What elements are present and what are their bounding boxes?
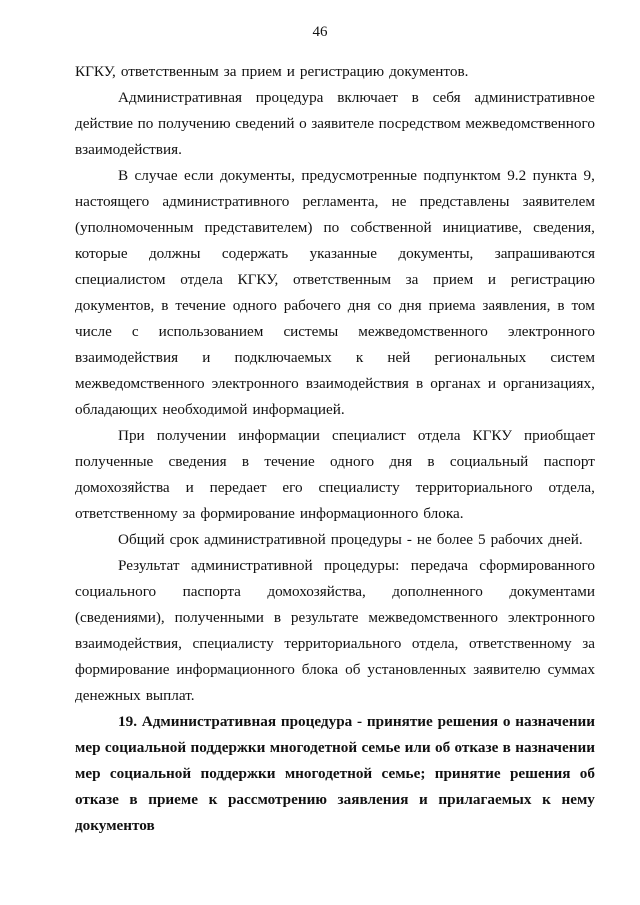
word: прием — [241, 63, 282, 80]
word: получению — [157, 115, 231, 132]
word: отдела, — [548, 479, 595, 496]
word: регистрацию — [299, 63, 385, 80]
word: одного — [329, 453, 375, 470]
word: (сведениями), — [75, 609, 165, 626]
word: решения — [437, 713, 499, 730]
word: и — [487, 375, 497, 392]
word: в — [273, 609, 281, 626]
word: семье; — [381, 765, 426, 782]
word: по — [323, 219, 340, 236]
word: об — [434, 739, 451, 756]
word: многодетной — [269, 739, 358, 756]
word: себя — [432, 89, 461, 106]
word: электронного — [211, 375, 299, 392]
word: документов — [75, 817, 155, 834]
word: социального — [75, 583, 157, 600]
paragraph — [75, 59, 595, 85]
word: приобщает — [524, 427, 595, 444]
word: одного — [232, 297, 277, 314]
word: и — [185, 479, 194, 496]
word: содержать — [221, 245, 289, 262]
word: назначении — [515, 739, 595, 756]
word: отдела, — [411, 635, 459, 652]
word: не — [416, 531, 432, 548]
word: информационного — [299, 505, 419, 522]
text-line — [75, 813, 595, 839]
word: более — [436, 531, 473, 548]
word: о — [299, 115, 307, 132]
word: регистрацию — [510, 271, 595, 288]
word: формирование — [75, 661, 170, 678]
text-line — [75, 605, 595, 631]
text-line — [75, 189, 595, 215]
text-line — [75, 59, 595, 85]
word: настоящего — [75, 193, 150, 210]
word: отдела — [417, 427, 461, 444]
word: процедуры — [330, 531, 402, 548]
page-number: 46 — [312, 24, 328, 40]
word: денежных — [75, 687, 141, 704]
word: назначении — [515, 713, 595, 730]
word: 9.2 — [507, 167, 527, 184]
paragraph — [75, 85, 595, 163]
word: территориального — [284, 635, 402, 652]
word: многодетной — [284, 765, 373, 782]
word: сведения — [168, 453, 227, 470]
word: и — [286, 63, 295, 80]
word: результате — [290, 609, 359, 626]
word: блока — [301, 661, 339, 678]
word: к — [355, 349, 364, 366]
word: выплат. — [145, 687, 195, 704]
word: рабочих — [490, 531, 544, 548]
word: дня — [389, 453, 413, 470]
word: передает — [209, 479, 267, 496]
word: КГКУ, — [237, 271, 279, 288]
word: заявителе — [311, 115, 375, 132]
word: Административная — [118, 89, 242, 106]
word: поддержки — [190, 739, 266, 756]
word: В — [118, 167, 129, 184]
word: заявителем — [522, 193, 595, 210]
word: предусмотренные — [301, 167, 418, 184]
paragraph — [75, 527, 595, 553]
word: прием — [433, 271, 474, 288]
text-line — [75, 241, 595, 267]
word: - — [406, 531, 412, 548]
word: взаимодействия, — [75, 635, 182, 652]
word: посредством — [378, 115, 461, 132]
word: принятие — [434, 765, 501, 782]
word: за — [582, 635, 595, 652]
word: дней. — [548, 531, 583, 548]
word: со — [377, 297, 392, 314]
word: к — [208, 791, 218, 808]
word: обладающих — [75, 401, 158, 418]
word: нему — [561, 791, 595, 808]
word: об — [345, 661, 361, 678]
word: мер — [75, 739, 101, 756]
word: в — [502, 739, 511, 756]
word: числе — [75, 323, 112, 340]
text-line — [75, 267, 595, 293]
text-line — [75, 683, 595, 709]
word: документов, — [75, 297, 155, 314]
text-line — [75, 423, 595, 449]
word: социальной — [104, 739, 187, 756]
word: дополненного — [392, 583, 483, 600]
word: социальной — [109, 765, 192, 782]
word: в — [129, 791, 138, 808]
word: и — [202, 349, 211, 366]
word: КГКУ — [472, 427, 512, 444]
word: том — [571, 297, 595, 314]
word: решения — [509, 765, 571, 782]
word: формирование — [200, 505, 295, 522]
word: информацией. — [252, 401, 345, 418]
word: запрашиваются — [494, 245, 595, 262]
text-line — [75, 553, 595, 579]
word: межведомственного — [75, 375, 205, 392]
word: межведомственного — [358, 323, 488, 340]
word: в — [557, 297, 565, 314]
word: в — [241, 453, 250, 470]
word: прилагаемых — [438, 791, 532, 808]
text-line — [75, 501, 595, 527]
word: 5 — [477, 531, 486, 548]
word: течение — [175, 297, 226, 314]
word: заявления — [337, 791, 409, 808]
word: передача — [410, 557, 468, 574]
word: случае — [134, 167, 178, 184]
word: представлены — [419, 193, 510, 210]
word: об — [579, 765, 595, 782]
text-line — [75, 137, 595, 163]
word: административной — [203, 531, 326, 548]
word: системы — [283, 323, 339, 340]
word: суммах — [547, 661, 595, 678]
word: получении — [156, 427, 227, 444]
word: по — [137, 115, 154, 132]
text-line — [75, 293, 595, 319]
word: течение — [264, 453, 315, 470]
word: рассмотрению — [227, 791, 327, 808]
word: взаимодействия. — [75, 141, 182, 158]
word: в — [415, 375, 424, 392]
word: информационного — [176, 661, 295, 678]
paragraph — [75, 163, 595, 423]
text-line — [75, 163, 595, 189]
word: его — [282, 479, 303, 496]
word: ответственному — [75, 505, 178, 522]
text-line — [75, 319, 595, 345]
text-line — [75, 475, 595, 501]
word: домохозяйства — [75, 479, 170, 496]
word: 9, — [583, 167, 595, 184]
word: должны — [148, 245, 201, 262]
text-line — [75, 371, 595, 397]
word: процедура — [280, 713, 353, 730]
word: паспорта — [182, 583, 241, 600]
word: процедура — [255, 89, 324, 106]
word: документы, — [398, 245, 474, 262]
word: инициативе, — [442, 219, 523, 236]
word: за — [182, 505, 196, 522]
text-line — [75, 345, 595, 371]
word: Административная — [141, 713, 277, 730]
word: сформированного — [479, 557, 595, 574]
document-body — [75, 59, 595, 839]
word: территориального — [415, 479, 533, 496]
text-line — [75, 449, 595, 475]
word: использованием — [158, 323, 264, 340]
word: приема — [428, 297, 476, 314]
word: домохозяйства, — [267, 583, 366, 600]
word: КГКУ, — [75, 63, 116, 80]
word: специалистом — [75, 271, 166, 288]
word: за — [223, 63, 237, 80]
section-heading — [75, 709, 595, 839]
text-line — [75, 111, 595, 137]
word: административного — [162, 193, 290, 210]
text-line — [75, 735, 595, 761]
text-line — [75, 215, 595, 241]
word: Результат — [118, 557, 180, 574]
text-line — [75, 527, 595, 553]
word: 19. — [118, 713, 137, 730]
word: организациях, — [503, 375, 595, 392]
word: отказе — [454, 739, 499, 756]
word: полученными — [174, 609, 264, 626]
word: дня — [398, 297, 422, 314]
word: мер — [75, 765, 101, 782]
word: заявления, — [482, 297, 551, 314]
word: специалисту — [318, 479, 400, 496]
word: Общий — [118, 531, 165, 548]
word: электронного — [507, 609, 595, 626]
text-line — [75, 579, 595, 605]
paragraph — [75, 423, 595, 527]
word: не — [391, 193, 407, 210]
word: При — [118, 427, 145, 444]
word: пункта — [532, 167, 578, 184]
word: и — [419, 791, 428, 808]
word: блока. — [423, 505, 464, 522]
word: установленных — [367, 661, 467, 678]
word: документами — [509, 583, 595, 600]
word: отдела — [180, 271, 223, 288]
word: если — [183, 167, 214, 184]
word: взаимодействия — [305, 375, 409, 392]
word: включает — [337, 89, 398, 106]
word: специалисту — [192, 635, 274, 652]
word: органах — [430, 375, 481, 392]
text-line — [75, 709, 595, 735]
word: представителем) — [204, 219, 313, 236]
text-line — [75, 397, 595, 423]
word: или — [404, 739, 431, 756]
word: - — [357, 713, 363, 730]
word: социальный — [449, 453, 529, 470]
word: административное — [474, 89, 595, 106]
word: заявителю — [473, 661, 541, 678]
word: приеме — [148, 791, 198, 808]
word: электронного — [507, 323, 595, 340]
word: паспорт — [543, 453, 595, 470]
word: сведений — [235, 115, 295, 132]
word: необходимой — [162, 401, 248, 418]
word: дня — [347, 297, 371, 314]
text-line — [75, 631, 595, 657]
word: и — [487, 271, 497, 288]
text-line — [75, 657, 595, 683]
word: ответственным — [293, 271, 391, 288]
word: систем — [550, 349, 595, 366]
word: подпунктом — [423, 167, 501, 184]
word: взаимодействия — [75, 349, 179, 366]
word: срок — [169, 531, 199, 548]
word: регламента, — [302, 193, 379, 210]
word: принятие — [366, 713, 433, 730]
word: ответственному — [468, 635, 572, 652]
word: ней — [387, 349, 411, 366]
word: ответственным — [120, 63, 219, 80]
word: документы, — [219, 167, 295, 184]
word: в — [411, 89, 419, 106]
paragraph — [75, 553, 595, 709]
word: рабочего — [283, 297, 341, 314]
text-line — [75, 85, 595, 111]
word: собственной — [350, 219, 432, 236]
word: действие — [75, 115, 134, 132]
word: сведения, — [533, 219, 595, 236]
word: административной — [190, 557, 313, 574]
word: информации — [238, 427, 320, 444]
word: процедуры: — [324, 557, 400, 574]
word: подключаемых — [234, 349, 332, 366]
word: поддержки — [200, 765, 276, 782]
word: в — [161, 297, 169, 314]
word: за — [405, 271, 419, 288]
word: региональных — [434, 349, 527, 366]
word: межведомственного — [368, 609, 499, 626]
word: с — [131, 323, 139, 340]
word: к — [542, 791, 551, 808]
word: указанные — [309, 245, 377, 262]
word: о — [502, 713, 511, 730]
text-line — [75, 787, 595, 813]
word: специалист — [331, 427, 406, 444]
word: полученные — [75, 453, 154, 470]
word: (уполномоченным — [75, 219, 194, 236]
word: семье — [361, 739, 401, 756]
word: отказе — [75, 791, 119, 808]
word: межведомственного — [465, 115, 595, 132]
word: документов. — [389, 63, 469, 80]
text-line — [75, 761, 595, 787]
word: которые — [75, 245, 128, 262]
word: в — [427, 453, 435, 470]
